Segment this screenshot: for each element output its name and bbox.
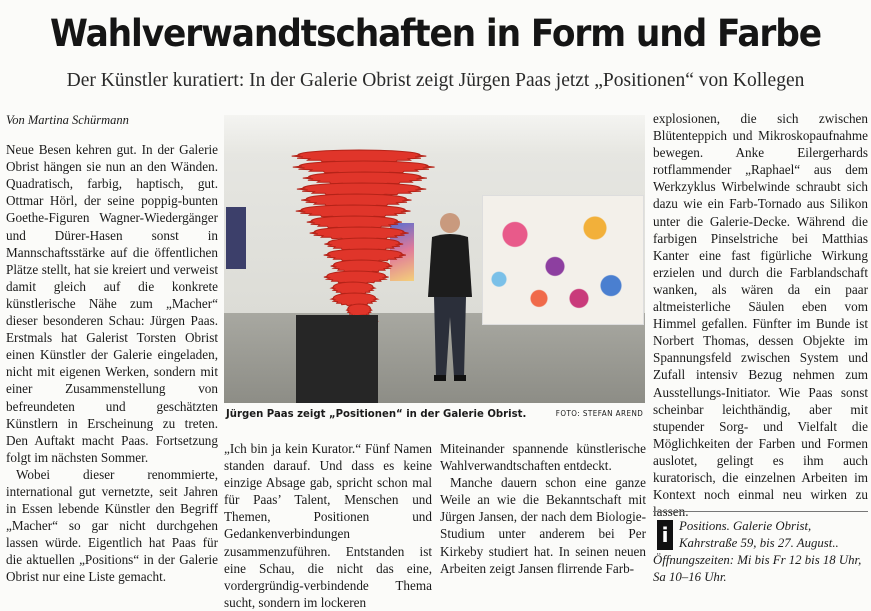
headline: Wahlverwandtschaften in Form und Farbe <box>49 12 822 55</box>
info-i-icon: i <box>657 520 673 550</box>
article-column-1 <box>6 112 218 586</box>
subheadline: Der Künstler kuratiert: In der Galerie Obrist zeigt Jürgen Paas jetzt „Positionen“ von Kollegen <box>66 70 805 91</box>
dark-painting <box>226 207 246 269</box>
caption-text: Jürgen Paas zeigt „Positionen“ in der Galerie Obrist. <box>226 407 527 420</box>
pedestal <box>296 315 378 403</box>
info-text: Positions. Galerie Obrist, Kahrstraße 59, bis 27. August.. Öffnungszeiten: Mi bis Fr 12 bis 18 Uhr, Sa 10–16 Uhr. <box>653 519 862 584</box>
photo-caption <box>224 406 645 424</box>
article-column-2 <box>224 440 432 611</box>
info-box <box>653 518 868 586</box>
paragraph: Manche dauern schon eine ganze Weile an wie die Bekanntschaft mit Jürgen Jansen, der nach dem Biologie-Studium unter anderem bei Per Kirkeby studiert hat. In seinen neuen Arbeiten zeigt Jansen flirrende Farb- <box>440 475 646 576</box>
gallery-photo <box>224 115 645 403</box>
article-column-4 <box>653 110 868 520</box>
photo-credit: FOTO: STEFAN AREND <box>555 409 643 418</box>
artist-figure <box>420 207 480 387</box>
red-tornado-sculpture <box>274 137 444 337</box>
paragraph: „Ich bin ja kein Kurator.“ Fünf Namen standen darauf. Und dass es keine einzige Absage gab, spricht schon mal für Paas’ Talent, Menschen und Themen, Positionen und Gedankenverbindungen zusammenzuführen. Entstanden ist eine Schau, die nicht das eine, vordergründig-verbindende Thema sucht, sondern im lockeren <box>224 441 432 610</box>
article-column-3 <box>440 440 646 577</box>
paragraph: Wobei dieser renommierte, international gut vernetzte, seit Jahren in Essen lebende Künstler den Begriff „Macher“ so gar nicht durchgehen lassen würde. Eigentlich hat Paas für die aktuellen „Positions“ in der Galerie Obrist nur eine Liste gemacht. <box>6 466 218 585</box>
byline: Von Martina Schürmann <box>6 113 129 127</box>
colorful-painting <box>482 195 644 325</box>
paragraph: Neue Besen kehren gut. In der Galerie Obrist hängen sie nun an den Wänden. Quadratisch, farbig, haptisch, gut. Ottmar Hörl, der seine poppig-bunten Goethe-Figuren Wagner-Wiedergänger und Dürer-Hasen sonst in Mannschaftsstärke auf die öffentlichen Plätze stellt, hat sie kreiert und verweist damit gleich auf die konkrete künstlerische Nähe zum „Macher“ dieser besonderen Schau: Jürgen Paas. Erstmals hat Galerist Torsten Obrist einen Künstler der Galerie eingeladen, nicht mit eigenen Werken, sondern mit einer Zusammenstellung von befreundeten und geschätzten Künstlern in Erscheinung zu treten. Den Auftakt macht Paas. Fortsetzung folgt im nächsten Sommer. <box>6 142 218 465</box>
divider <box>653 511 868 512</box>
paragraph: Miteinander spannende künstlerische Wahlverwandtschaften entdeckt. <box>440 441 646 474</box>
paragraph: explosionen, die sich zwischen Blütenteppich und Mikroskopaufnahme bewegen. Anke Eilergerhards rotflammender „Raphael“ aus dem Werkzyklus Wirbelwinde schraubt sich dazu wie ein Farb-Tornado aus Silikon unter die Galerie-Decke. Während die farbigen Pinselstriche bei Matthias Kanter eine fast figürliche Wirkung erzielen und durch die Farblandschaft wanken, als wären da ein paar altmeisterliche Säulen eben vom Himmel gefallen. Fünfter im Bunde ist Norbert Thomas, dessen Objekte im Spannungsfeld zwischen System und Zufall intensiv Bezug nehmen zum Ausstellungs-Initiator. Wie Paas sonst scheinbar leichthändig, aber mit stupender Sorg- und Vielfalt die Möglichkeiten der Farben und Formen auslotet, gelingt es ihm auch kuratorisch, die einzelnen Arbeiten im Kontext noch einmal neu wirken zu lassen. <box>653 111 868 520</box>
